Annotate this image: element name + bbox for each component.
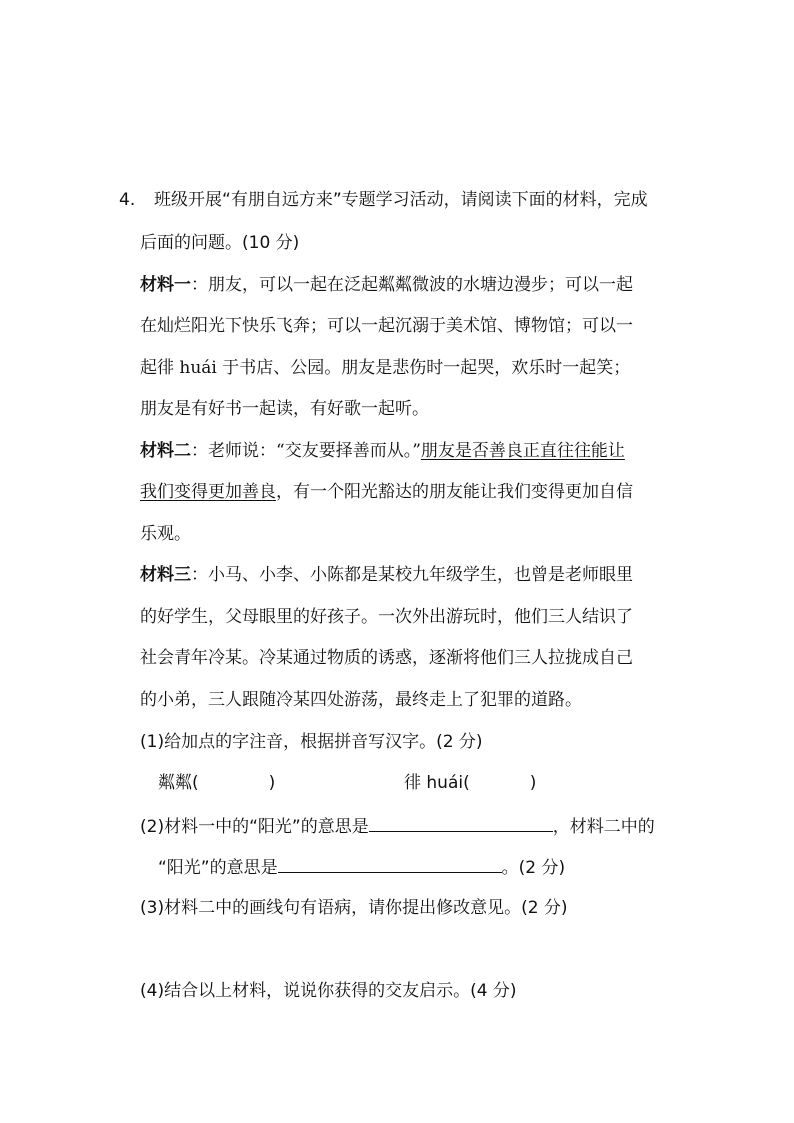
material2-underlined-sentence: 朋友是否善良正直往往能让: [420, 441, 625, 461]
subquestion-4: (4)结合以上材料，说说你获得的交友启示。(4 分): [140, 981, 517, 1001]
question-number: 4.: [119, 190, 136, 210]
material2-line1: [140, 439, 625, 463]
q2-answer-blank2[interactable]: [278, 854, 502, 873]
subquestion-2-line2: [158, 854, 565, 880]
subquestion-3: (3)材料二中的画线句有语病，请你提出修改意见。(2 分): [140, 898, 568, 918]
material1-line3: 起徘 huái 于书店、公园。朋友是悲伤时一起哭，欢乐时一起笑；: [140, 358, 631, 378]
material3-label: 材料三: [140, 565, 191, 585]
material3-text: ：小马、小李、小陈都是某校九年级学生，也曾是老师眼里: [191, 565, 633, 585]
q2-text-part4: 。(2 分): [501, 858, 566, 878]
q1-item2-paren: ): [529, 773, 537, 793]
material2-underlined-sentence-cont: 我们变得更加善良: [140, 482, 276, 502]
q2-text-part2: ，材料二中的: [552, 817, 655, 837]
q2-text-part3: “阳光”的意思是: [158, 858, 278, 878]
material2-text-cont: ，有一个阳光豁达的朋友能让我们变得更加自信: [276, 482, 633, 502]
q1-item1: [158, 771, 275, 795]
q1-item1-paren: ): [268, 773, 276, 793]
q2-text-part1: (2)材料一中的“阳光”的意思是: [140, 817, 369, 837]
material1-text: ：朋友，可以一起在泛起粼粼微波的水塘边漫步；可以一起: [191, 275, 633, 295]
subquestion-1: (1)给加点的字注音，根据拼音写汉字。(2 分): [140, 732, 483, 752]
material3-line1: [140, 563, 633, 587]
question-header-line2: 后面的问题。(10 分): [140, 233, 300, 253]
material2-text: ：老师说：“交友要择善而从。”: [191, 441, 421, 461]
material3-line3: 社会青年冷某。冷某通过物质的诱惑，逐渐将他们三人拉拢成自己: [140, 648, 633, 668]
material2-line3: 乐观。: [140, 524, 191, 544]
material1-line1: [140, 273, 633, 297]
material1-label: 材料一: [140, 275, 191, 295]
material2-label: 材料二: [140, 441, 191, 461]
q1-item2-word: 徘 huái(: [404, 773, 470, 793]
subquestion-2-line1: [140, 813, 655, 839]
material1-line4: 朋友是有好书一起读，有好歌一起听。: [140, 399, 429, 419]
q1-item1-word: 粼粼(: [158, 773, 199, 793]
q1-item2: [404, 771, 536, 795]
material3-line2: 的好学生，父母眼里的好孩子。一次外出游玩时，他们三人结识了: [140, 607, 633, 627]
question-header-line1: [119, 188, 648, 212]
q2-answer-blank1[interactable]: [369, 813, 553, 832]
material3-line4: 的小弟，三人跟随冷某四处游荡，最终走上了犯罪的道路。: [140, 690, 582, 710]
material1-line2: 在灿烂阳光下快乐飞奔；可以一起沉溺于美术馆、博物馆；可以一: [140, 316, 633, 336]
material2-line2: [140, 480, 633, 504]
question-intro: 班级开展“有朋自远方来”专题学习活动，请阅读下面的材料，完成: [154, 190, 648, 210]
